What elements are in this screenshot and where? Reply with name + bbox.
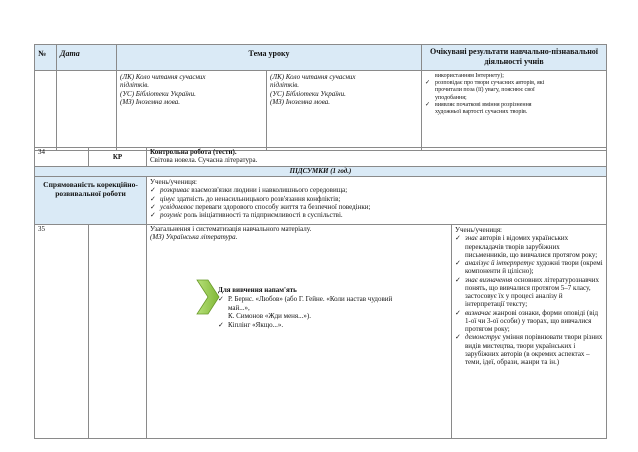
verb: знає xyxy=(465,234,478,243)
correction-intro: Учень/учениця: xyxy=(150,178,197,186)
check-icon: ✓ xyxy=(455,333,461,342)
list-item xyxy=(218,312,403,320)
empty-cell xyxy=(35,71,57,151)
topic-cell-left xyxy=(117,71,267,151)
item-text: роль ініціативності та підприємливості в суспільстві. xyxy=(182,211,343,219)
header-date: Дата xyxy=(57,45,117,71)
check-icon: ✓ xyxy=(150,194,156,203)
list-item xyxy=(218,321,403,329)
check-icon: ✓ xyxy=(455,308,461,317)
lesson-topic xyxy=(147,225,452,439)
verb: аналізує й інтерпретує xyxy=(465,259,535,267)
lesson-number: 34 xyxy=(35,148,89,167)
correction-list xyxy=(150,186,603,219)
item-text: взаємозв'язки людини і навколишнього середовища; xyxy=(189,186,348,195)
expected-line: використанням Інтернету); xyxy=(435,73,504,79)
list-item xyxy=(455,259,603,276)
expected-line: художньої вартості сучасних творів. xyxy=(435,108,528,115)
item-text: здатність до ненасильницького розв'язання конфліктів; xyxy=(175,194,341,203)
check-icon: ✓ xyxy=(150,186,156,195)
check-icon: ✓ xyxy=(455,275,461,284)
item-text: К. Симонов «Жди меня...»). xyxy=(228,312,311,321)
topic-line: (МЗ) Іноземна мова. xyxy=(120,97,180,106)
list-item xyxy=(150,186,603,194)
check-icon: ✓ xyxy=(218,320,224,329)
expected-item xyxy=(425,80,603,87)
correction-content xyxy=(147,177,607,225)
top-table xyxy=(34,44,607,151)
expected-line: розповідає про твори сучасних авторів, які xyxy=(435,80,545,87)
list-item xyxy=(455,309,603,334)
verb: усвідомлює xyxy=(160,202,194,211)
verb: знає визначення xyxy=(465,275,513,284)
verb: визначає xyxy=(465,308,492,317)
topic-line: (УС) Бібліотеки України. xyxy=(120,89,196,98)
lesson-number: 35 xyxy=(35,225,89,439)
lesson-subtitle: Світова новела. Сучасна література. xyxy=(150,156,258,165)
item-text: уміння порівнювати твори різних видів мистецтва, твори українських і зарубіжних авторів (в окремих аспектах – теми, ідеї, образи, жанри та ін.) xyxy=(465,333,603,366)
expected-line: прочитали поза (її) увагу, пояснює свої xyxy=(435,87,535,94)
verb: розуміє xyxy=(160,211,182,219)
verb: розкриває xyxy=(160,186,190,195)
check-icon: ✓ xyxy=(455,259,461,267)
expected-line: виявляє початкові вміння розрізнення xyxy=(435,101,532,108)
list-item xyxy=(218,295,403,312)
memorize-list xyxy=(218,295,403,329)
list-item xyxy=(455,276,603,309)
empty-cell xyxy=(89,225,147,439)
list-item xyxy=(150,195,603,203)
header-expected: Очікувані результати навчально-пізнавальної діяльності учнів xyxy=(422,45,607,71)
verb: цінує xyxy=(160,194,176,203)
topic-line: (ЛК) Коло читання сучасних xyxy=(270,73,356,81)
item-text: основних літературознавчих понять, що вивчалися протягом 5–7 класу, застосовує їх у процесі аналізу й інтерпретації тексту; xyxy=(465,275,600,309)
memorize-block xyxy=(218,286,403,329)
check-icon: ✓ xyxy=(425,101,431,108)
item-text: жанрові ознаки, форми оповіді (від 1-ої чи 3-ої особи) у творах, що вивчалися протягом року; xyxy=(465,308,599,333)
item-text: художні твори (окремі компоненти й цілісно); xyxy=(465,259,603,276)
arrow-icon xyxy=(196,276,220,323)
lesson-date: КР xyxy=(89,148,147,167)
topic-cell-right xyxy=(267,71,422,151)
lesson-line: Узагальнення і систематизація навчального матеріалу. xyxy=(150,225,312,233)
check-icon: ✓ xyxy=(218,295,224,304)
topic-line: (ЛК) Коло читання сучасних xyxy=(120,73,206,81)
check-icon: ✓ xyxy=(425,80,431,87)
item-text: Кіплінг «Якщо...». xyxy=(228,320,284,329)
list-item xyxy=(455,234,603,259)
empty-cell xyxy=(57,71,117,151)
topic-line: підлітків. xyxy=(120,81,150,90)
outcomes-list xyxy=(455,234,603,366)
topic-line: (УС) Бібліотеки України. xyxy=(270,89,346,98)
lesson-topic xyxy=(147,148,607,167)
check-icon: ✓ xyxy=(150,211,156,219)
expected-line: уподобання; xyxy=(435,94,467,101)
item-text: Р. Бернс. «Любов» (або Г. Гейне. «Коли настав чудовий май...», xyxy=(228,295,393,312)
list-item xyxy=(455,333,603,366)
check-icon: ✓ xyxy=(150,202,156,211)
header-topic: Тема уроку xyxy=(117,45,422,71)
outcomes-cell xyxy=(452,225,607,439)
topic-line: підлітків. xyxy=(270,81,300,90)
summary-header: ПІДСУМКИ (1 год.) xyxy=(35,167,607,177)
verb: демонструє xyxy=(465,333,501,342)
outcomes-intro: Учень/учениця: xyxy=(455,226,502,234)
correction-label: Спрямованість корекційно-розвивальної роботи xyxy=(35,177,147,225)
list-item xyxy=(150,203,603,211)
memorize-title: Для вивчення напам'ять xyxy=(218,286,297,294)
lesson-title: Контрольна робота (тести). xyxy=(150,148,237,156)
lesson-line: (МЗ) Українська література. xyxy=(150,233,238,242)
item-text: переваги здорового способу життя та безпечної поведінки; xyxy=(193,202,371,211)
expected-cell xyxy=(422,71,607,151)
header-number: № xyxy=(35,45,57,71)
topic-line: (МЗ) Іноземна мова. xyxy=(270,97,330,106)
list-item xyxy=(150,211,603,219)
expected-item xyxy=(425,102,603,109)
item-text: авторів і відомих українських перекладачів творів зарубіжних письменників, що вивчалися протягом року; xyxy=(465,234,598,259)
check-icon: ✓ xyxy=(455,234,461,243)
